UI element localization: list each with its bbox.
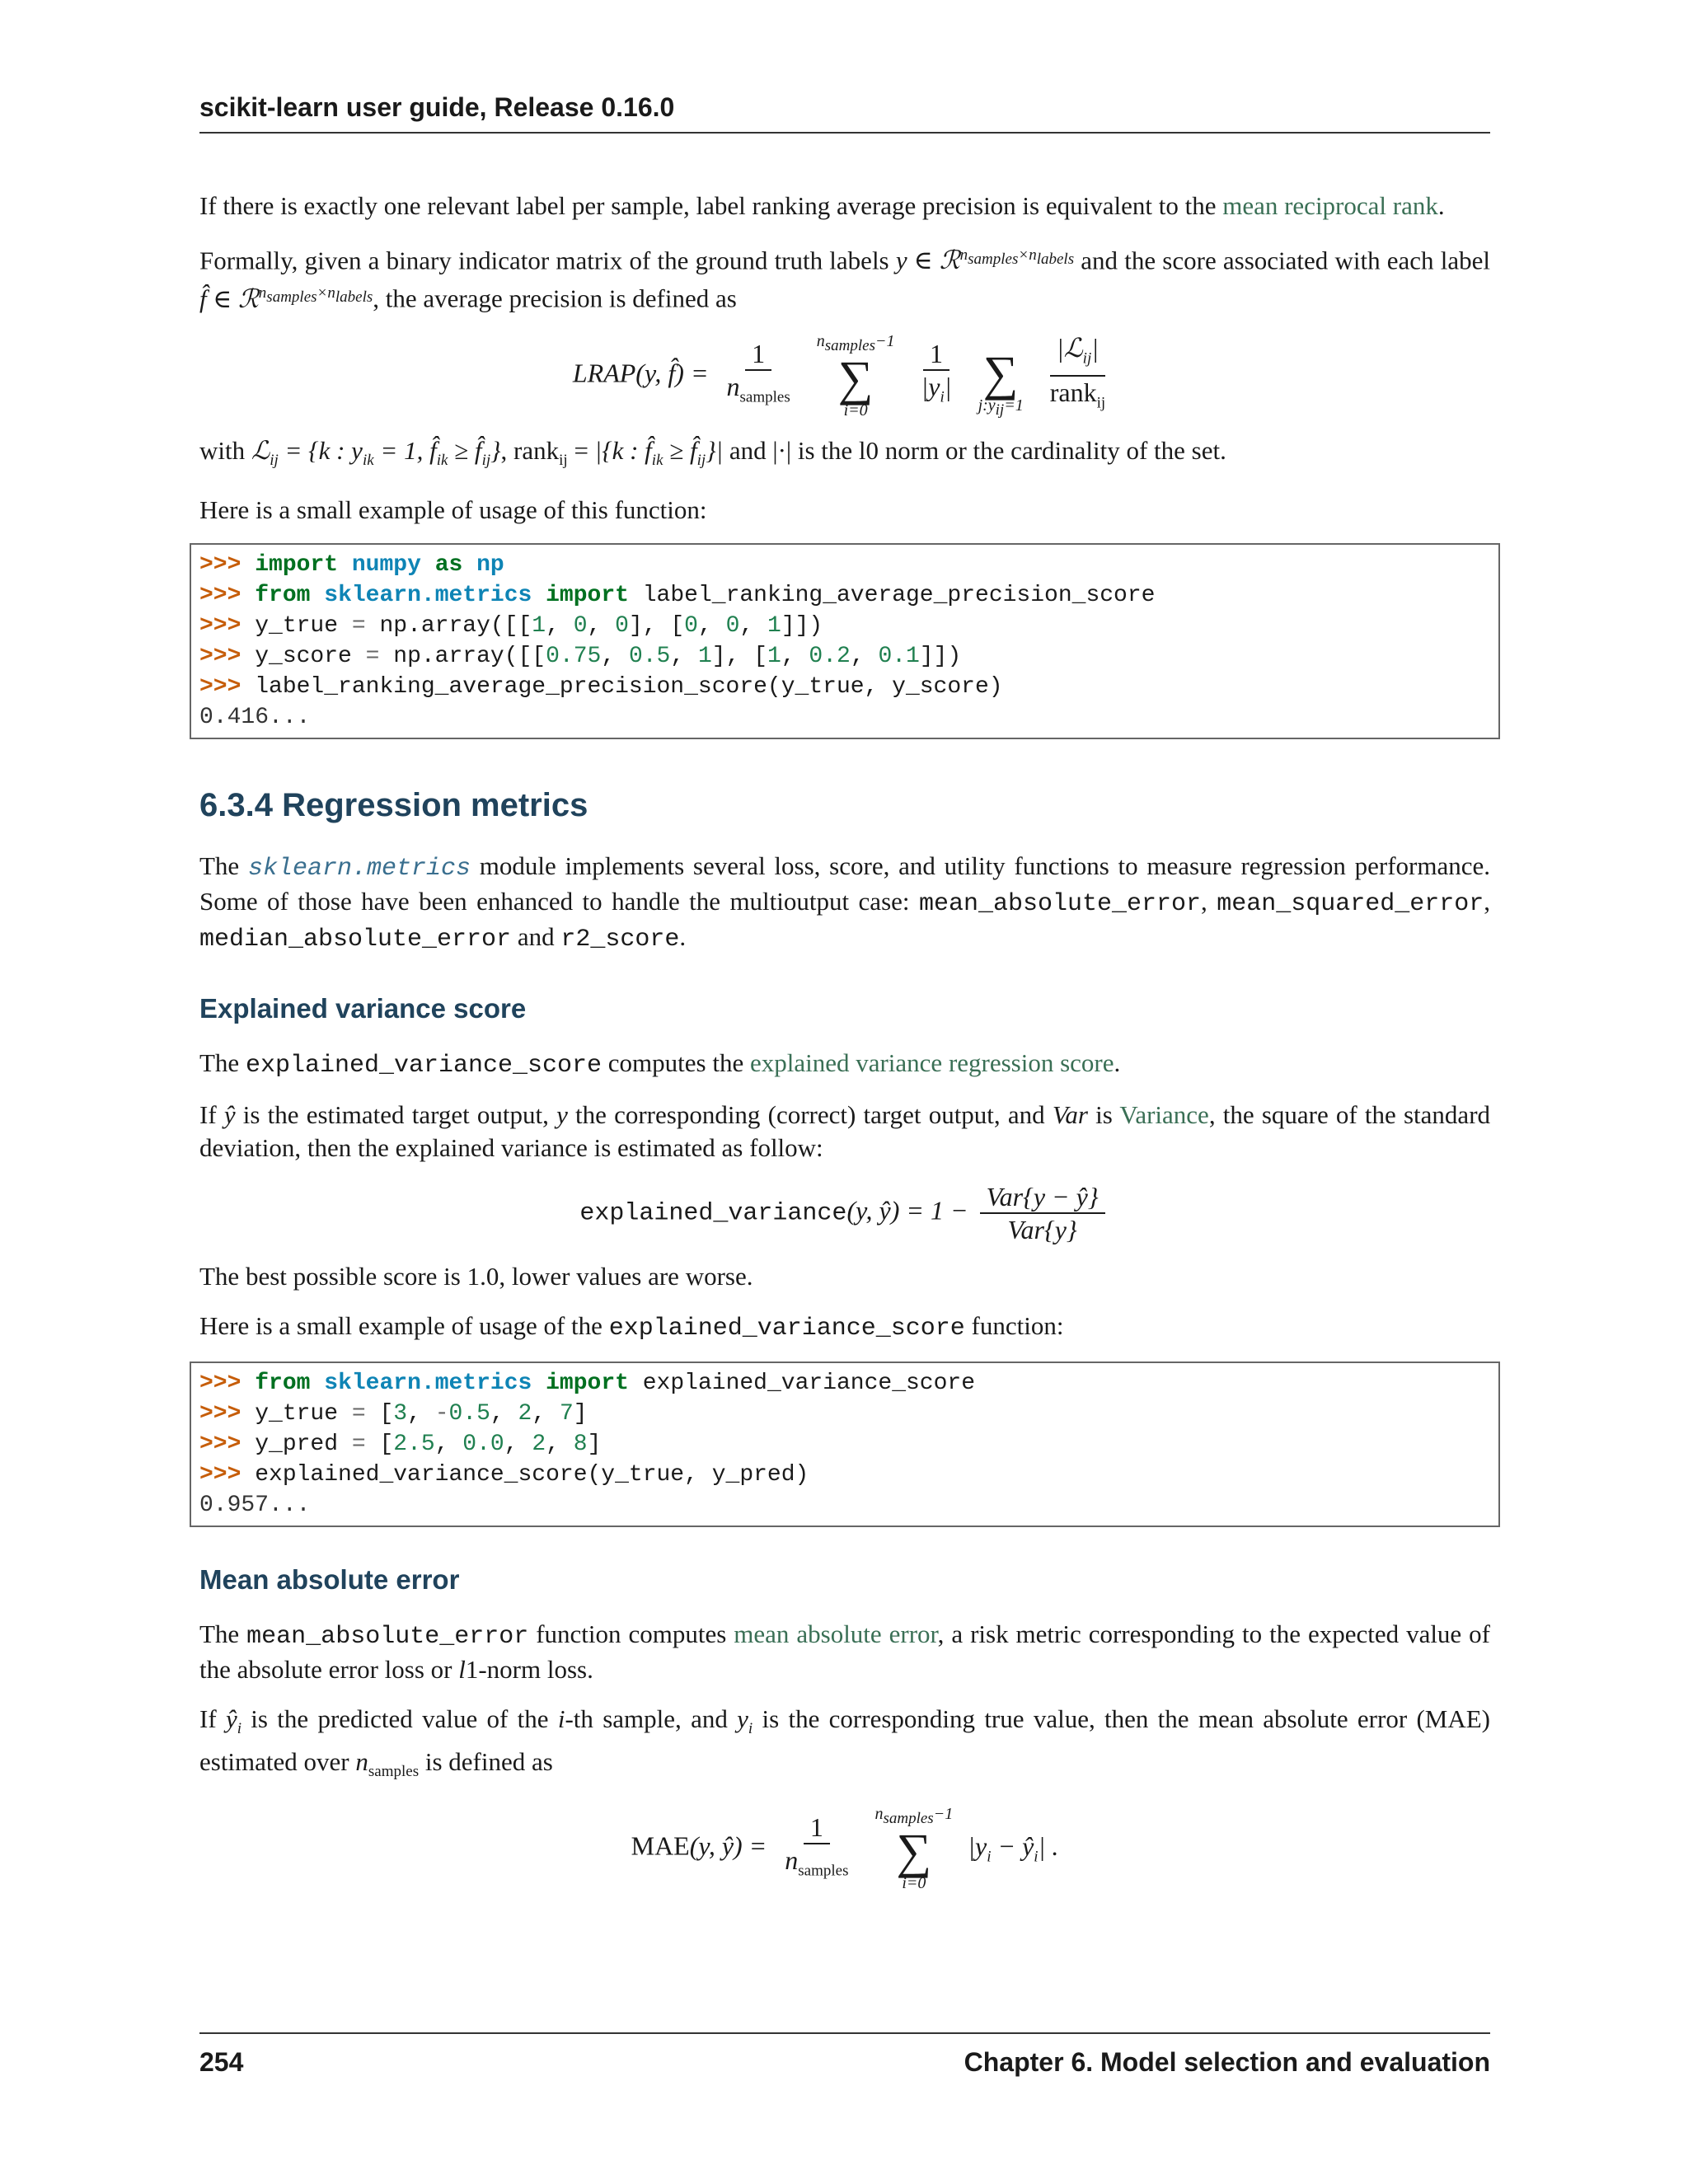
fn-explained-variance-score: explained_variance_score [245, 1051, 603, 1080]
paragraph-ev-intro: The explained_variance_score computes the explained variance regression score. [199, 1047, 1121, 1080]
subsection-title-mean-absolute-error: Mean absolute error [199, 1563, 460, 1595]
mae-equation: MAE(y, ŷ) = $\frac{1}{n_{samples}}$ $n_{samples}-1$ ∑ i=0 $|y_i$ − $ŷ_i|$ . [631, 1805, 1059, 1893]
text: module implements several loss, score, and utility functions to measure regression performance. Some of those have been enhanced to handle the multioutput case: [199, 851, 1490, 916]
text: is [1087, 1099, 1120, 1129]
text: with [199, 435, 251, 465]
paragraph-regression-intro: The sklearn.metrics module implements several loss, score, and utility functions to measure regression performance. Some of those have been enhanced to handle the multioutput case: mean_absolute_error, mean_squared_error, median_absolute_error and r2_score. [199, 851, 1490, 954]
text: is the estimated target output, [235, 1099, 557, 1129]
code-block-lrap: >>> import numpy as np >>> from sklearn.metrics import label_ranking_average_precision_score >>> y_true = np.array([[1, 0, 0], [0, 0, 1]]) >>> y_score = np.array([[0.75, 0.5, 1], [1, 0.2, 0.1]]) >>> label_ranking_average_precision_score(y_true, y_score) 0.416... [190, 543, 1500, 739]
text: the corresponding (correct) target output, and [567, 1099, 1053, 1129]
text: is the predicted value of the [241, 1704, 558, 1733]
text: 1-norm loss. [465, 1654, 593, 1684]
paragraph-example-intro: Here is a small example of usage of this function: [199, 494, 707, 524]
mean-absolute-error-link[interactable]: mean absolute error [734, 1619, 938, 1648]
text: is defined as [419, 1747, 553, 1777]
text: , the square of the standard deviation, then the explained variance is estimated as follow: [199, 1099, 1491, 1162]
text: Formally, given a binary indicator matrix of the ground truth labels [199, 246, 896, 275]
running-footer [199, 2032, 1490, 2077]
mean-reciprocal-rank-link[interactable]: mean reciprocal rank [1222, 191, 1438, 220]
text: The [199, 851, 248, 880]
chapter-title: Chapter 6. Model selection and evaluation [964, 2047, 1490, 2077]
math-fhat-in-r: f̂ ∈ ℛ$^{n_{samples}\times n_{labels}}$ [199, 284, 373, 313]
code-block-explained-variance: >>> from sklearn.metrics import explained_variance_score >>> y_true = [3, -0.5, 2, 7] >>> y_pred = [2.5, 0.0, 2, 8] >>> explained_variance_score(y_true, y_pred) 0.957... [190, 1361, 1500, 1527]
fn-mean-squared-error: mean_squared_error [1217, 889, 1484, 918]
eq-lhs: MAE [631, 1830, 690, 1861]
text: and |·| is the l0 norm or the cardinality of the set. [723, 435, 1226, 465]
text: -th sample, and [565, 1704, 738, 1733]
text: , the average precision is defined as [373, 284, 737, 313]
text: The [199, 1047, 246, 1077]
fn-r2-score: r2_score [560, 925, 680, 954]
text: computes the [602, 1047, 750, 1077]
text: and [511, 921, 561, 951]
paragraph-mae-definition: If $ŷ_i$ is the predicted value of the i-th sample, and $y_i$ is the corresponding true value, then the mean absolute error (MAE) estimated over $n_{samples}$ is defined as [199, 1704, 1490, 1781]
text: function computes [528, 1619, 734, 1648]
header-title: scikit-learn user guide, Release 0.16.0 [199, 92, 675, 122]
fn-mean-absolute-error: mean_absolute_error [918, 889, 1201, 918]
page-number: 254 [199, 2047, 244, 2077]
paragraph-mrr: If there is exactly one relevant label per sample, label ranking average precision is equivalent to the mean reciprocal rank. [199, 191, 1445, 220]
paragraph-best-score: The best possible score is 1.0, lower values are worse. [199, 1261, 753, 1291]
eq-lhs: explained_variance [579, 1199, 847, 1228]
explained-variance-link[interactable]: explained variance regression score [749, 1047, 1114, 1077]
fn-explained-variance-score: explained_variance_score [608, 1314, 965, 1343]
math-y-in-r: y ∈ ℛ$^{n_{samples}\times n_{labels}}$ [895, 246, 1075, 275]
page-content [199, 190, 1490, 1907]
paragraph-mae-intro: The mean_absolute_error function computes mean absolute error, a risk metric corresponding to the expected value of the absolute error loss or l1-norm loss. [199, 1619, 1490, 1684]
text: The [199, 1619, 247, 1648]
fn-median-absolute-error: median_absolute_error [199, 925, 512, 954]
text: rank [513, 435, 560, 465]
paragraph-formal-definition [199, 239, 1490, 316]
subsection-title-explained-variance: Explained variance score [199, 992, 527, 1024]
fn-mean-absolute-error: mean_absolute_error [246, 1622, 529, 1651]
text: If there is exactly one relevant label per sample, label ranking average precision is equivalent to the [199, 191, 1223, 220]
text: and the score associated with each label [1074, 246, 1490, 275]
running-header [199, 92, 1490, 134]
text: function: [964, 1310, 1064, 1340]
lrap-equation: LRAP(y, f̂) = $\frac{1}{n_{samples}}$ $n_{samples}-1$ ∑ i=0 $\frac{1}{|y_i|}$ ∑ $j:y_{ij}=1$ $\frac{|ℒ_{ij}|}{rank_{ij}}$ [572, 331, 1106, 419]
text: Here is a small example of usage of the [199, 1310, 609, 1340]
explained-variance-equation: explained_variance(y, ŷ) = 1 − $\frac{\text{Var\{y − ŷ\}}}{\text{Var\{y\}}}$ [199, 1181, 1490, 1245]
section-title-regression-metrics: 6.3.4 Regression metrics [199, 786, 588, 823]
paragraph-ev-definition: If ŷ is the estimated target output, y the corresponding (correct) target output, and Var is Variance, the square of the standard deviation, then the explained variance is estimated as follow: [199, 1099, 1491, 1162]
text: is the corresponding true value, then the mean absolute error (MAE) estimated over [199, 1704, 1490, 1777]
variance-link[interactable]: Variance [1119, 1099, 1209, 1129]
paragraph-ev-example [199, 1310, 1490, 1345]
text: , a risk metric corresponding to the expected value of the absolute error loss or [199, 1619, 1490, 1684]
paragraph-with-definitions: with ℒ$_{ij}$ = {k : $y_{ik} = 1$, $f̂_{ik}$ ≥ $f̂_{ij}$}, rank$_{ij}$ = |{k : $f̂_{ik}$ ≥ $f̂_{ij}\}|$ and |·| is the l0 norm or the cardinality of the set. [199, 435, 1226, 469]
sklearn-metrics-link[interactable]: sklearn.metrics [247, 854, 471, 883]
